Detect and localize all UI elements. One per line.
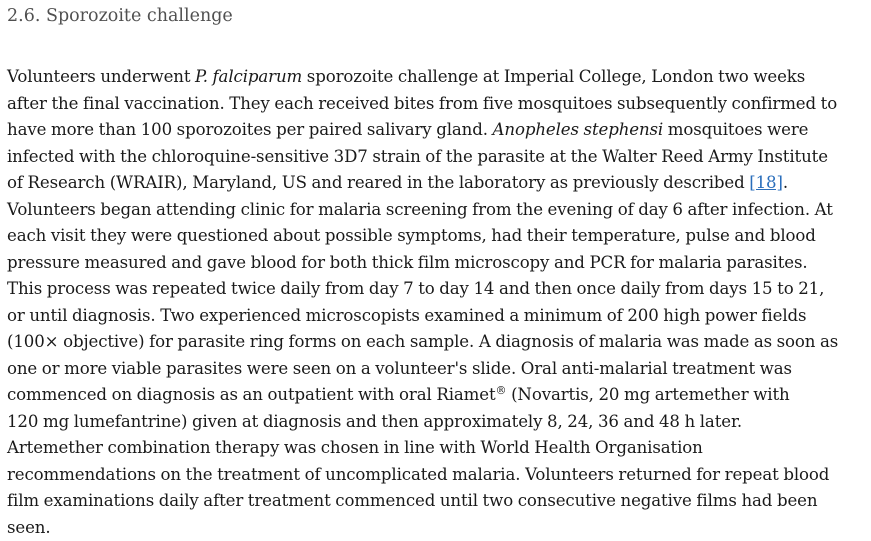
- body-paragraph: [7, 64, 865, 541]
- text-segment: (Novartis, 20 mg artemether with: [506, 385, 789, 404]
- text-line: This process was repeated twice daily from day 7 to day 14 and then once daily from days 15 to 21,: [7, 276, 865, 303]
- text-segment: mosquitoes were: [663, 120, 808, 139]
- text-line: [7, 382, 865, 409]
- text-line: 120 mg lumefantrine) given at diagnosis and then approximately 8, 24, 36 and 48 h later.: [7, 409, 865, 436]
- registered-mark: ®: [496, 384, 507, 397]
- species-name: P. falciparum: [195, 67, 302, 86]
- text-line: after the final vaccination. They each received bites from five mosquitoes subsequently confirmed to: [7, 91, 865, 118]
- text-line: [7, 64, 865, 91]
- text-line: pressure measured and gave blood for both thick film microscopy and PCR for malaria parasites.: [7, 250, 865, 277]
- species-name: Anopheles stephensi: [493, 120, 664, 139]
- text-line: each visit they were questioned about possible symptoms, had their temperature, pulse and blood: [7, 223, 865, 250]
- text-segment: commenced on diagnosis as an outpatient with oral Riamet: [7, 385, 496, 404]
- text-line: [7, 170, 865, 197]
- text-line: Artemether combination therapy was chosen in line with World Health Organisation: [7, 435, 865, 462]
- text-segment: .: [783, 173, 788, 192]
- text-segment: have more than 100 sporozoites per paired salivary gland.: [7, 120, 493, 139]
- text-line: or until diagnosis. Two experienced microscopists examined a minimum of 200 high power fields: [7, 303, 865, 330]
- text-line: (100× objective) for parasite ring forms on each sample. A diagnosis of malaria was made as soon as: [7, 329, 865, 356]
- article-section: [7, 0, 865, 541]
- text-line: [7, 117, 865, 144]
- text-segment: Volunteers underwent: [7, 67, 195, 86]
- text-line: infected with the chloroquine-sensitive 3D7 strain of the parasite at the Walter Reed Army Institute: [7, 144, 865, 171]
- text-line: seen.: [7, 515, 865, 541]
- text-line: recommendations on the treatment of uncomplicated malaria. Volunteers returned for repeat blood: [7, 462, 865, 489]
- text-line: one or more viable parasites were seen on a volunteer's slide. Oral anti-malarial treatment was: [7, 356, 865, 383]
- text-segment: of Research (WRAIR), Maryland, US and reared in the laboratory as previously described: [7, 173, 749, 192]
- text-line: film examinations daily after treatment commenced until two consecutive negative films had been: [7, 488, 865, 515]
- text-line: Volunteers began attending clinic for malaria screening from the evening of day 6 after infection. At: [7, 197, 865, 224]
- text-segment: sporozoite challenge at Imperial College, London two weeks: [302, 67, 805, 86]
- section-title: 2.6. Sporozoite challenge: [7, 0, 865, 28]
- reference-link[interactable]: [18]: [749, 173, 783, 192]
